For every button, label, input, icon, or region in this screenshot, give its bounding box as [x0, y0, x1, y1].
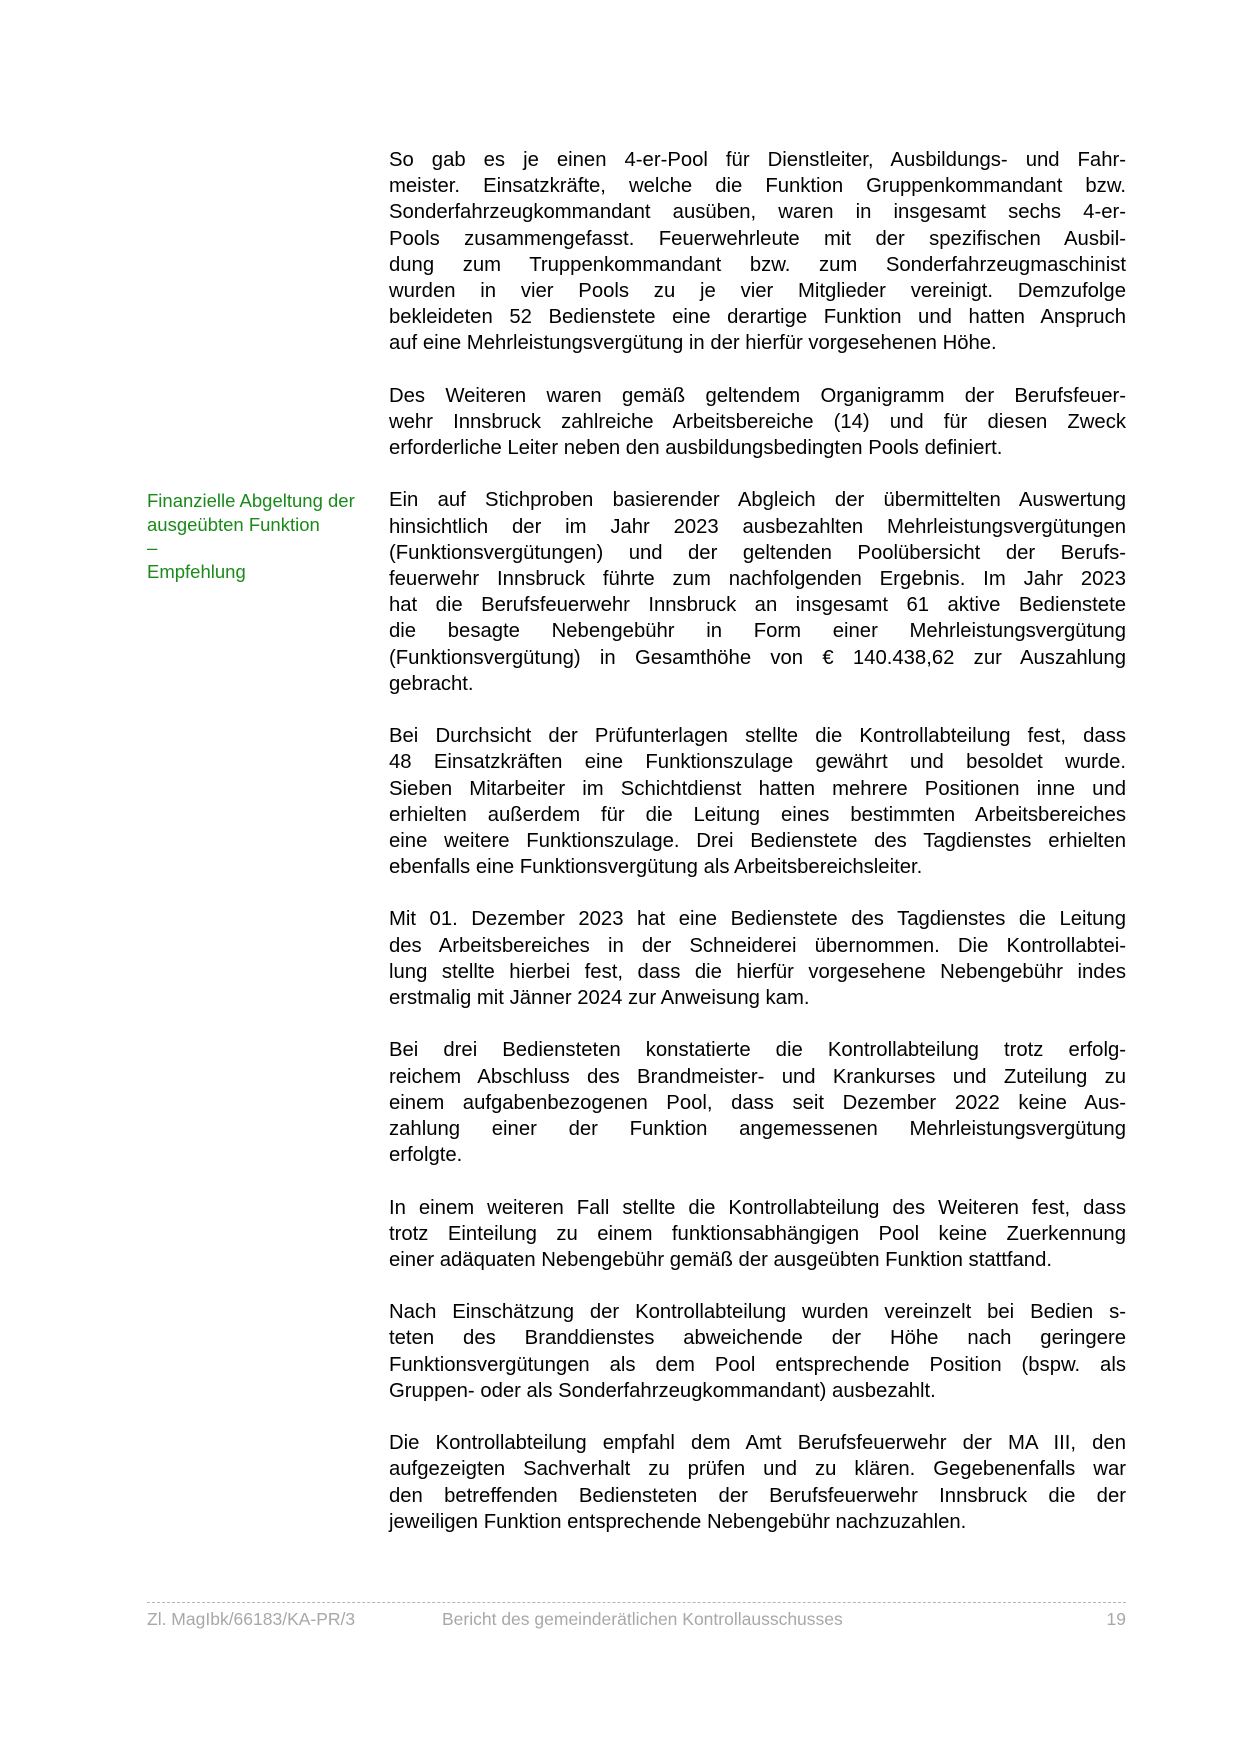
text-line: Ein auf Stichproben basierender Abgleich der übermittelten Auswertung	[389, 489, 1126, 512]
margin-heading-line: –	[147, 537, 158, 559]
footer-divider	[147, 1602, 1126, 1603]
paragraph	[389, 1430, 1126, 1535]
margin-heading-line: Empfehlung	[147, 560, 246, 582]
paragraph	[389, 383, 1126, 462]
text-line: des Arbeitsbereiches in der Schneiderei übernommen. Die Kontrollabtei-	[389, 934, 1126, 957]
text-line: Nach Einschätzung der Kontrollabteilung wurden vereinzelt bei Bedien s-	[389, 1301, 1126, 1324]
text-line: Sonderfahrzeugkommandant ausüben, waren in insgesamt sechs 4-er-	[389, 201, 1126, 224]
paragraph	[389, 487, 1126, 697]
text-line: wehr Innsbruck zahlreiche Arbeitsbereiche (14) und für diesen Zweck	[389, 410, 1126, 433]
text-line: In einem weiteren Fall stellte die Kontrollabteilung des Weiteren fest, dass	[389, 1196, 1126, 1219]
text-line: auf eine Mehrleistungsvergütung in der hierfür vorgesehenen Höhe.	[389, 332, 997, 355]
text-line: hinsichtlich der im Jahr 2023 ausbezahlten Mehrleistungsvergütungen	[389, 515, 1126, 538]
text-line: die besagte Nebengebühr in Form einer Mehrleistungsvergütung	[389, 620, 1126, 643]
margin-heading	[147, 489, 387, 583]
text-line: erstmalig mit Jänner 2024 zur Anweisung kam.	[389, 987, 810, 1009]
text-line: hat die Berufsfeuerwehr Innsbruck an insgesamt 61 aktive Bedienstete	[389, 594, 1126, 617]
text-line: Sieben Mitarbeiter im Schichtdienst hatten mehrere Positionen inne und	[389, 777, 1126, 800]
paragraph	[389, 147, 1126, 357]
text-line: den betreffenden Bediensteten der Berufsfeuerwehr Innsbruck die der	[389, 1484, 1126, 1507]
paragraph	[389, 1299, 1126, 1404]
text-line: meister. Einsatzkräfte, welche die Funktion Gruppenkommandant bzw.	[389, 175, 1126, 198]
text-line: einer adäquaten Nebengebühr gemäß der ausgeübten Funktion stattfand.	[389, 1248, 1052, 1271]
text-line: reichem Abschluss des Brandmeister- und Krankurses und Zuteilung zu	[389, 1065, 1126, 1088]
text-line: Bei Durchsicht der Prüfunterlagen stellte die Kontrollabteilung fest, dass	[389, 725, 1126, 748]
footer-title: Bericht des gemeinderätlichen Kontrollausschusses	[442, 1609, 843, 1629]
text-line: Gruppen- oder als Sonderfahrzeugkommandant) ausbezahlt.	[389, 1379, 936, 1402]
margin-heading-line: Finanzielle Abgeltung der	[147, 490, 355, 511]
paragraph	[389, 723, 1126, 880]
margin-heading-line: ausgeübten Funktion	[147, 513, 320, 535]
text-line: jeweiligen Funktion entsprechende Nebengebühr nachzuzahlen.	[389, 1510, 967, 1533]
paragraph	[389, 1037, 1126, 1168]
text-line: gebracht.	[389, 672, 474, 695]
text-line: Bei drei Bediensteten konstatierte die Kontrollabteilung trotz erfolg-	[389, 1039, 1126, 1062]
text-line: Des Weiteren waren gemäß geltendem Organigramm der Berufsfeuer-	[389, 384, 1126, 407]
text-line: eine weitere Funktionszulage. Drei Bedienstete des Tagdienstes erhielten	[389, 829, 1126, 852]
paragraph	[389, 906, 1126, 1011]
text-line: trotz Einteilung zu einem funktionsabhängigen Pool keine Zuerkennung	[389, 1222, 1126, 1245]
text-line: aufgezeigten Sachverhalt zu prüfen und zu klären. Gegebenenfalls war	[389, 1458, 1126, 1481]
footer-reference: Zl. MagIbk/66183/KA-PR/3	[147, 1609, 356, 1629]
text-line: Funktionsvergütungen als dem Pool entsprechende Position (bspw. als	[389, 1353, 1126, 1376]
text-line: So gab es je einen 4-er-Pool für Dienstleiter, Ausbildungs- und Fahr-	[389, 149, 1126, 171]
text-line: (Funktionsvergütungen) und der geltenden Poolübersicht der Berufs-	[389, 541, 1126, 564]
text-line: zahlung einer der Funktion angemessenen Mehrleistungsvergütung	[389, 1117, 1126, 1140]
text-line: erhielten außerdem für die Leitung eines bestimmten Arbeitsbereiches	[389, 803, 1126, 826]
text-line: Die Kontrollabteilung empfahl dem Amt Berufsfeuerwehr der MA III, den	[389, 1432, 1126, 1455]
text-line: feuerwehr Innsbruck führte zum nachfolgenden Ergebnis. Im Jahr 2023	[389, 568, 1126, 590]
text-line: lung stellte hierbei fest, dass die hierfür vorgesehene Nebengebühr indes	[389, 960, 1126, 983]
text-line: dung zum Truppenkommandant bzw. zum Sonderfahrzeugmaschinist	[389, 253, 1126, 276]
text-line: ebenfalls eine Funktionsvergütung als Arbeitsbereichsleiter.	[389, 856, 923, 879]
text-line: teten des Branddienstes abweichende der Höhe nach geringere	[389, 1327, 1126, 1350]
paragraph	[389, 1195, 1126, 1274]
text-line: bekleideten 52 Bedienstete eine derartige Funktion und hatten Anspruch	[389, 306, 1126, 329]
body-text	[389, 147, 1126, 1561]
page-number: 19	[1106, 1609, 1126, 1629]
text-line: erforderliche Leiter neben den ausbildungsbedingten Pools definiert.	[389, 437, 1003, 460]
text-line: erfolgte.	[389, 1144, 463, 1167]
text-line: (Funktionsvergütung) in Gesamthöhe von € 140.438,62 zur Auszahlung	[389, 646, 1126, 669]
text-line: Mit 01. Dezember 2023 hat eine Bedienstete des Tagdienstes die Leitung	[389, 908, 1126, 931]
text-line: einem aufgabenbezogenen Pool, dass seit Dezember 2022 keine Aus-	[389, 1091, 1126, 1114]
text-line: 48 Einsatzkräften eine Funktionszulage gewährt und besoldet wurde.	[389, 751, 1126, 774]
text-line: Pools zusammengefasst. Feuerwehrleute mit der spezifischen Ausbil-	[389, 227, 1126, 250]
text-line: wurden in vier Pools zu je vier Mitglieder vereinigt. Demzufolge	[389, 279, 1126, 302]
